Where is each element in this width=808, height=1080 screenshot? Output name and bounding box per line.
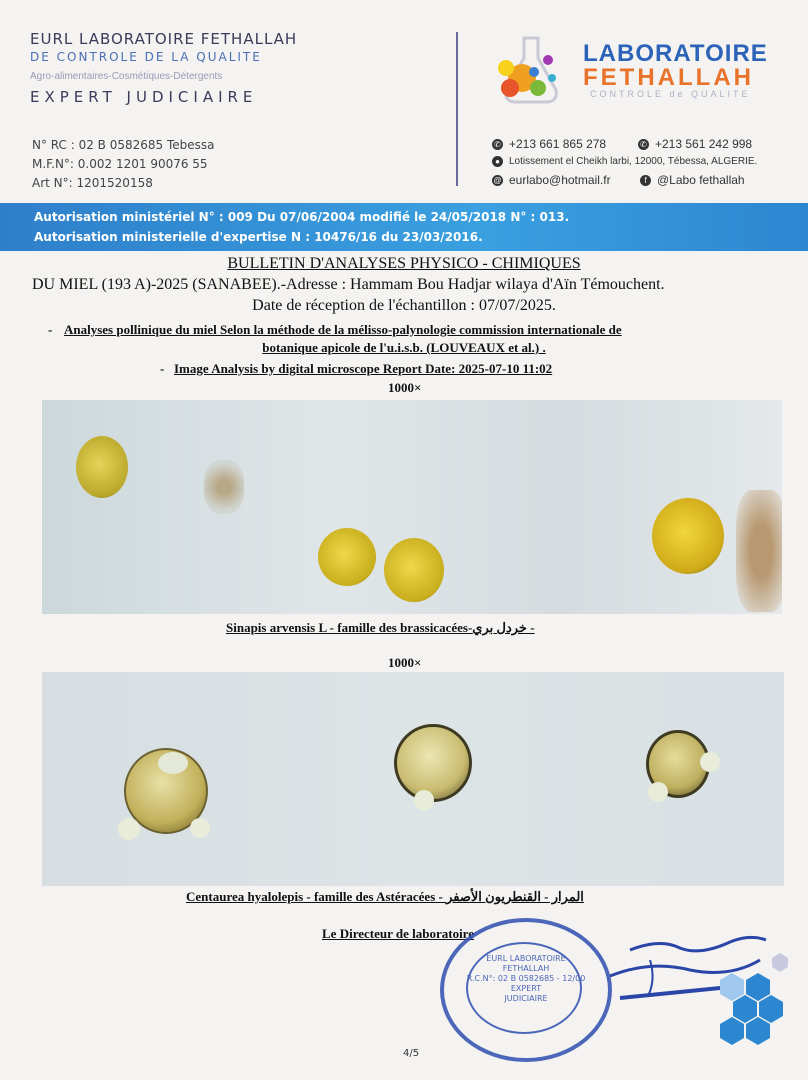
pollen-pore — [118, 818, 140, 840]
lab-stamp — [440, 918, 612, 1062]
pollen-pore — [190, 818, 210, 838]
stamp-line-5: JUDICIAIRE — [504, 994, 548, 1003]
registration-art: Art N°: 1201520158 — [32, 176, 153, 190]
phone-contact-2 — [638, 137, 752, 151]
page-number: 4/5 — [403, 1048, 420, 1059]
pollen-grain — [652, 498, 724, 574]
director-label: Le Directeur de laboratoire — [322, 926, 474, 941]
authorization-line-1: Autorisation ministériel N° : 009 Du 07/06/2004 modifié le 24/05/2018 N° : 013. — [34, 210, 570, 224]
reception-date: Date de réception de l'échantillon : 07/07/2025. — [252, 297, 556, 314]
stamp-line-3: R.C.N°: 02 B 0582685 - 12/00 — [466, 974, 586, 983]
method-line-1: Analyses pollinique du miel Selon la méthode de la mélisso-palynologie commission internationale de — [64, 322, 622, 337]
lab-expert-label: EXPERT JUDICIAIRE — [30, 88, 258, 106]
pollen-pore — [414, 790, 434, 810]
email: eurlabo@hotmail.fr — [509, 173, 611, 187]
stamp-line-2: FETHALLAH — [502, 964, 550, 973]
debris — [736, 490, 782, 612]
email-contact — [492, 173, 611, 187]
facebook: @Labo fethallah — [657, 173, 745, 187]
whatsapp-icon: ✆ — [638, 139, 649, 150]
stamp-line-4: EXPERT — [510, 984, 542, 993]
lab-name: EURL LABORATOIRE FETHALLAH — [30, 30, 298, 48]
method-bullet: - — [48, 322, 53, 337]
stamp-line-1: EURL LABORATOIRE — [486, 954, 566, 963]
registration-rc: N° RC : 02 B 0582685 Tebessa — [32, 138, 215, 152]
location-icon: ● — [492, 156, 503, 167]
email-icon: @ — [493, 175, 502, 185]
logo-title: LABORATOIRE — [583, 40, 768, 67]
report-title: BULLETIN D'ANALYSES PHYSICO - CHIMIQUES — [227, 255, 581, 272]
hexagon-decoration-icon — [700, 940, 800, 1060]
image-analysis-bullet: - — [160, 361, 165, 376]
phone-1: +213 661 865 278 — [509, 137, 607, 151]
pollen-pore — [700, 752, 720, 772]
flask-logo-icon — [488, 32, 572, 108]
facebook-icon: f — [640, 175, 651, 186]
magnification-1: 1000× — [388, 380, 422, 395]
caption-centaurea: Centaurea hyalolepis - famille des Astéracées - المرار - القنطريون الأصفر — [186, 889, 584, 904]
phone-icon: ✆ — [492, 139, 503, 150]
pollen-grain — [318, 528, 376, 586]
sample-subject: DU MIEL (193 A)-2025 (SANABEE).-Adresse : Hammam Bou Hadjar wilaya d'Aïn Témouchent. — [32, 276, 665, 293]
pollen-grain — [384, 538, 444, 602]
lab-subtitle: DE CONTROLE DE LA QUALITE — [30, 50, 262, 64]
pollen-grain — [394, 724, 472, 802]
debris — [204, 460, 244, 514]
caption-sinapis: Sinapis arvensis L - famille des brassicacées-خردل بري - — [226, 620, 535, 635]
micrograph-panel-sinapis — [42, 400, 782, 614]
lab-activities: Agro-alimentaires-Cosmétiques-Détergents — [30, 71, 223, 82]
authorization-line-2: Autorisation ministerielle d'expertise N : 10476/16 du 23/03/2016. — [34, 230, 483, 244]
magnification-2: 1000× — [388, 655, 422, 670]
method-line-2: botanique apicole de l'u.i.s.b. (LOUVEAUX et al.) . — [262, 340, 546, 355]
address: Lotissement el Cheikh larbi, 12000, Tébessa, ALGERIE. — [509, 156, 758, 167]
pollen-grain — [76, 436, 128, 498]
pollen-pore — [158, 752, 188, 774]
facebook-contact — [640, 173, 745, 187]
registration-mfn: M.F.N°: 0.002 1201 90076 55 — [32, 157, 208, 171]
logo-subtitle: FETHALLAH — [583, 64, 754, 91]
image-analysis-line: Image Analysis by digital microscope Report Date: 2025-07-10 11:02 — [174, 361, 553, 376]
phone-2: +213 561 242 998 — [655, 137, 753, 151]
micrograph-panel-centaurea — [42, 672, 784, 886]
phone-contact-1 — [492, 137, 606, 151]
header-divider — [456, 32, 458, 186]
pollen-pore — [648, 782, 668, 802]
address-contact — [492, 156, 757, 167]
logo-tagline: CONTROLE de QUALITE — [590, 89, 751, 99]
